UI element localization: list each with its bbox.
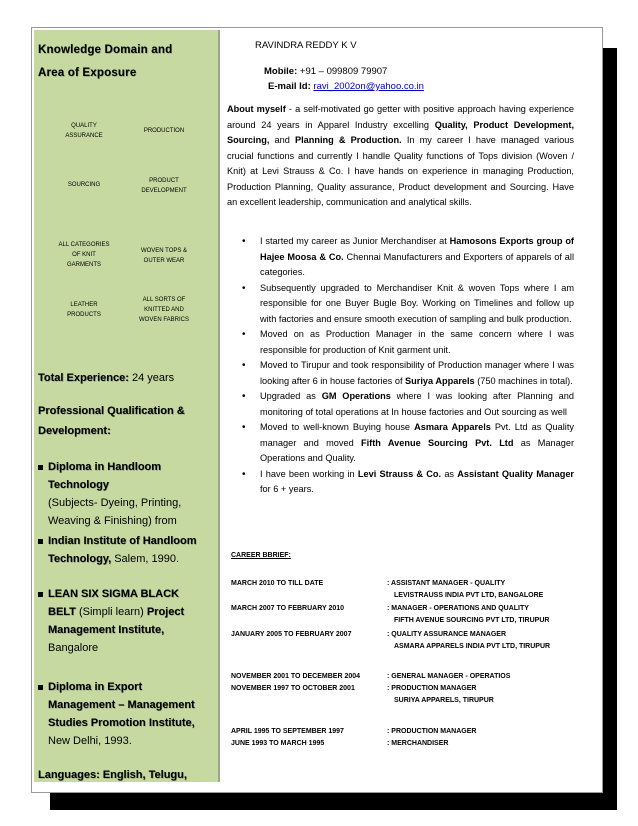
email-line (268, 81, 424, 92)
email-link[interactable]: ravi_2002on@yahoo.co.in (313, 81, 424, 92)
qualification-title: Technology, (48, 553, 112, 565)
qualification-title: Management – Management (48, 699, 195, 711)
qualification-title: Indian Institute of Handloom (48, 535, 197, 547)
domain-text: PRODUCTS (67, 312, 101, 318)
domain-knit-garments (49, 240, 119, 270)
domain-quality-assurance (54, 121, 114, 141)
bullet-icon (38, 685, 43, 690)
about-text: Quality, Product Development, Sourcing, (227, 119, 574, 145)
list-item: • Moved to well-known Buying house Asmara Apparels Pvt. Ltd as Quality manager and moved Fifth Avenue Sourcing Pvt. Ltd as Manager Operations and Quality. (227, 420, 574, 467)
list-item: • Upgraded as GM Operations where I was looking after Planning and monitoring of total operations at In house factories and Out sourcing as well (227, 389, 574, 420)
qualification-place: Bangalore (48, 642, 99, 654)
domain-production (124, 126, 204, 136)
bullet-icon (38, 539, 43, 544)
total-experience (38, 369, 216, 387)
qualification-title: Technology (48, 479, 109, 491)
candidate-name: RAVINDRA REDDY K V (255, 40, 357, 51)
career-list (227, 234, 574, 498)
domain-woven-tops (124, 246, 204, 266)
experience-value: 24 years (131, 372, 175, 384)
qualification-title: BELT (48, 606, 76, 618)
qualification-place: Salem, 1990. (114, 553, 180, 565)
sidebar (34, 30, 220, 782)
about-text: - a self-motivated go getter with positive approach having experience around 24 years in Apparel Industry excelling (227, 104, 574, 130)
domain-text: PRODUCT (149, 178, 179, 184)
domain-text: LEATHER (70, 302, 98, 308)
qualification-item (38, 585, 216, 657)
languages: Languages: English, Telugu, (38, 769, 187, 781)
qualification-title: Project (146, 606, 185, 618)
qualification-item (38, 458, 216, 530)
qualification-title: Diploma in Handloom (48, 461, 162, 473)
list-item: • I started my career as Junior Merchandiser at Hamosons Exports group of Hajee Moosa & Co. Chennai Manufacturers and Exporters of apparels of all categories. (227, 234, 574, 281)
domain-product-development (124, 176, 204, 196)
qualification-subjects: Weaving & Finishing) from (48, 515, 177, 527)
about-text: In my career I have managed various crucial functions and currently I handle Quality functions of Tops division (Woven / Knit) at Levi Strauss & Co. I have hands on experience in managing Production, Production Planning, Quality assurance, Product development and Sourcing. Have an excellent leadership, communication and analytical skills. (227, 135, 574, 207)
bullet-icon (38, 465, 43, 470)
domain-text: OF KNIT (72, 252, 96, 258)
qualification-heading-line2: Development: (38, 425, 111, 437)
domain-text: PRODUCTION (143, 128, 185, 134)
about-label: About myself (227, 104, 286, 114)
domain-fabrics (124, 295, 204, 325)
domain-leather-products (54, 300, 114, 320)
qualification-item (38, 532, 216, 568)
list-item: • Subsequently upgraded to Merchandiser Knit & woven Tops where I am responsible for one Buyer Bugle Boy. Working on Timelines and follow up with factories and ensure smooth execution of sampling and bulk production. (227, 281, 574, 328)
career-brief-heading (231, 550, 291, 561)
mobile-label: Mobile: (264, 66, 298, 77)
domain-sourcing (54, 180, 114, 190)
email-label: E-mail Id: (268, 81, 311, 92)
list-item: • I have been working in Levi Strauss & Co. as Assistant Quality Manager for 6 + years. (227, 467, 574, 498)
qualification-subjects: (Subjects- Dyeing, Printing, (48, 497, 182, 509)
experience-label: Total Experience: (38, 372, 129, 384)
domain-text: WOVEN TOPS & (140, 248, 188, 254)
qualification-title: Management Institute, (48, 624, 165, 636)
qualification-heading-line1: Professional Qualification & (38, 405, 185, 417)
domain-text: ALL SORTS OF (142, 297, 186, 303)
domain-text: KNITTED AND (144, 307, 184, 313)
qualification-item (38, 678, 216, 750)
list-item: • Moved to Tirupur and took responsibility of Production manager where I was looking after 6 in house factories of Suriya Apparels (750 machines in total). (227, 358, 574, 389)
domain-heading-line1: Knowledge Domain and (38, 44, 173, 56)
list-item: • Moved on as Production Manager in the same concern where I was responsible for production of Knit garment unit. (227, 327, 574, 358)
mobile-value: +91 – 099809 79907 (299, 66, 388, 77)
domain-text: GARMENTS (66, 262, 101, 268)
about-paragraph (227, 102, 574, 211)
domain-text: SOURCING (67, 182, 101, 188)
domain-text: QUALITY (71, 123, 97, 129)
qualification-place: New Delhi, 1993. (48, 735, 132, 747)
qualification-title: Studies Promotion Institute, (48, 717, 195, 729)
domain-text: ALL CATEGORIES (58, 242, 110, 248)
qualification-title: LEAN SIX SIGMA BLACK (48, 588, 179, 600)
mobile-line (264, 66, 387, 77)
domain-heading-line2: Area of Exposure (38, 67, 137, 79)
qualification-provider: (Simpli learn) (78, 606, 144, 618)
domain-text: WOVEN FABRICS (138, 317, 189, 323)
domain-text: ASSURANCE (65, 133, 103, 139)
qualification-title: Diploma in Export (48, 681, 143, 693)
domain-text: OUTER WEAR (143, 258, 185, 264)
domain-text: DEVELOPMENT (141, 188, 187, 194)
career-brief-table: MARCH 2010 TO TILL DATE : ASSISTANT MANAGER - QUALITY LEVISTRAUSS INDIA PVT LTD, BANGALORE MARCH 2007 TO FEBRUARY 2010 : MANAGER - OPERATIONS AND QUALITY FIFTH AVENUE SOURCING PVT LTD, TIRUPUR JANUARY 2005 TO FEBRUARY 2007 : QUALITY ASSURANCE MANAGER ASMARA APPARELS INDIA PVT LTD, TIRUPUR NOVEMBER 2001 TO DECEMBER 2004 : GENERAL MANAGER - OPERATIOS NOVEMBER 1997 TO OCTOBER 2001 : PRODUCTION MANAGER SURIYA APPARELS, TIRUPUR APRIL 1995 TO SEPTEMBER 1997 : PRODUCTION MANAGER JUNE 1993 TO MARCH 1995 : MERCHANDISER (231, 580, 551, 747)
bullet-icon (38, 592, 43, 597)
brief-heading: CAREER BBRIEF: (231, 552, 291, 559)
about-text: Planning & Production. (294, 135, 402, 145)
about-text: and (269, 135, 295, 145)
